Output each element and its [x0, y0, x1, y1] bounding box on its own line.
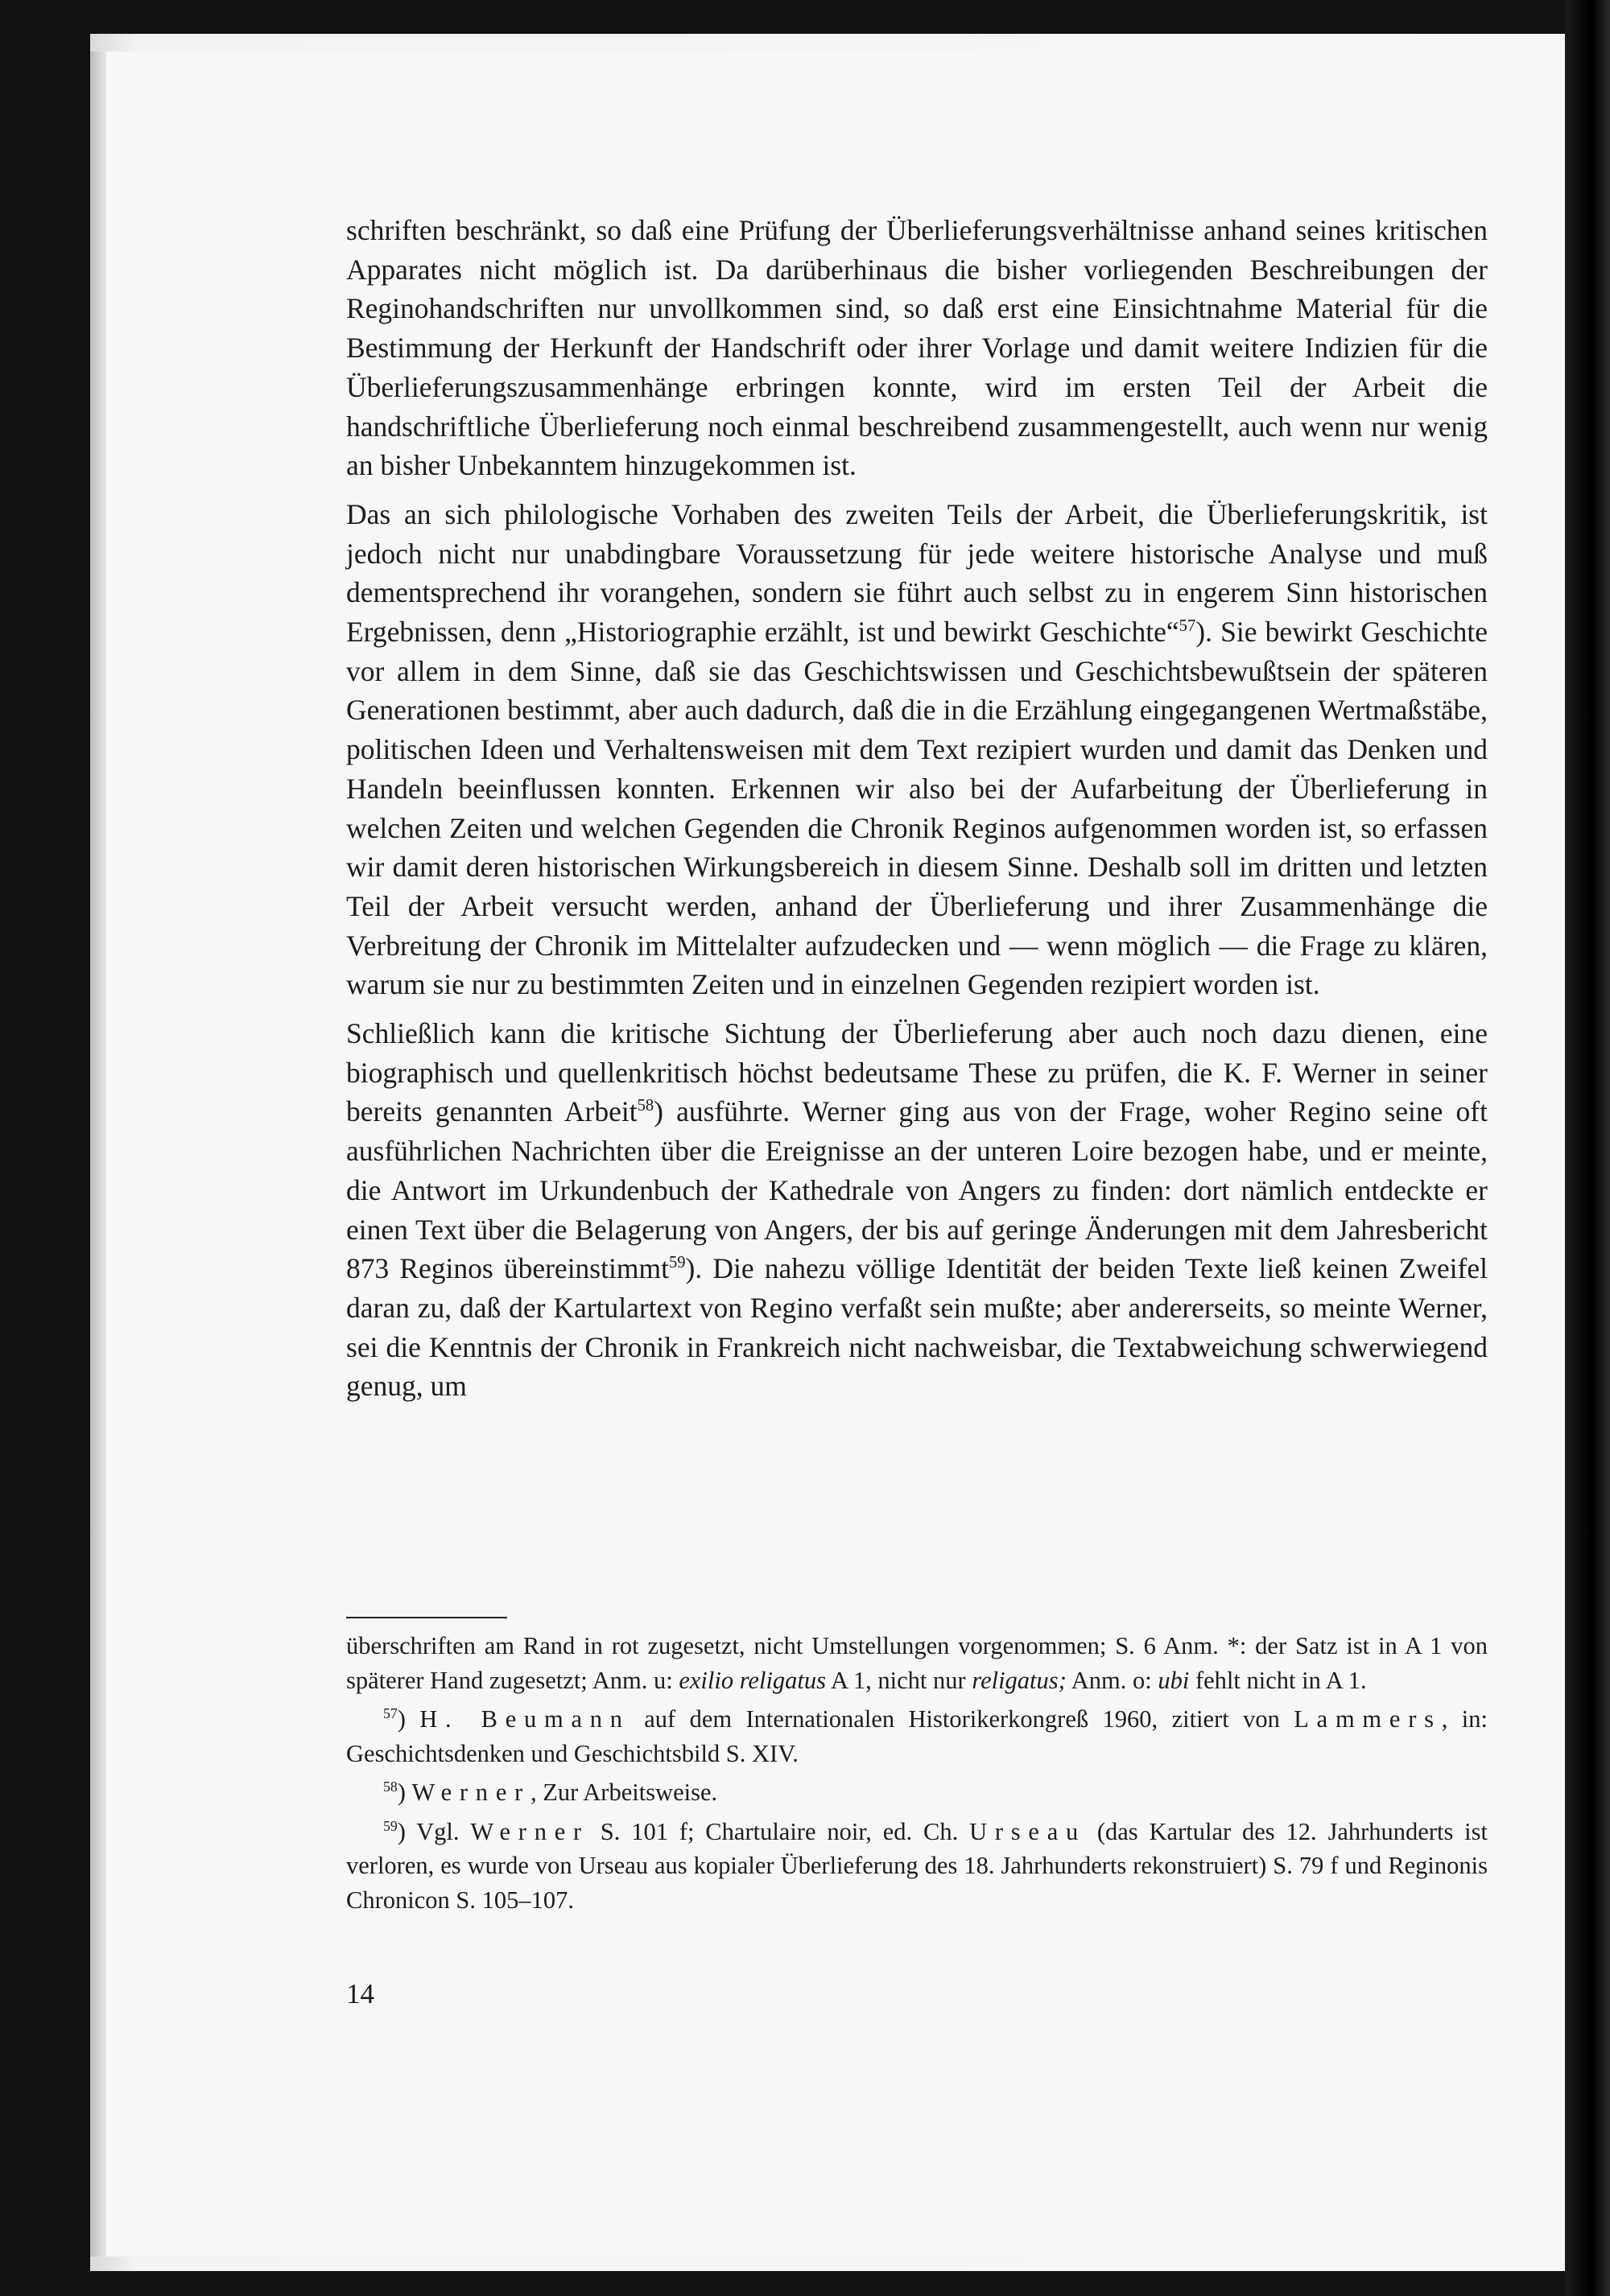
- paragraph-1: schriften beschränkt, so daß eine Prüfung der Überlieferungsverhältnisse anhand seines kritischen Apparates nicht möglich ist. Da darüberhinaus die bisher vorliegenden Beschreibungen der Reginohandschriften nur unvollkommen sind, so daß erst eine Einsichtnahme Material für die Bestimmung der Herkunft der Handschrift oder ihrer Vorlage und damit weitere Indizien für die Überlieferungszusammenhänge erbringen konnte, wird im ersten Teil der Arbeit die handschriftliche Überlieferung noch einmal beschreibend zusammengestellt, auch wenn nur wenig an bisher Unbekanntem hinzugekommen ist.: [346, 214, 1488, 482]
- footnote-cont-italic-1: exilio religatus: [679, 1666, 827, 1694]
- footnote-cont-italic-3: ubi: [1158, 1666, 1190, 1694]
- footnote-58: $^{58}$) Werner, Zur Arbeitsweise.: [383, 1778, 718, 1806]
- footnote-59-number: 59: [383, 1817, 398, 1834]
- footnote-cont-italic-2: religatus;: [972, 1666, 1067, 1694]
- footnote-57-author-2: Lammers: [1294, 1705, 1442, 1733]
- footnotes: [346, 1629, 1488, 1922]
- footnote-continued: [346, 1629, 1488, 1697]
- footnote-59: $^{59}$) Vgl. Werner S. 101 f; Chartulaire noir, ed. Ch. Urseau (das Kartular des 12. Jahrhunderts ist verloren, es wurde von Urseau aus kopialer Überlieferung des 18. Jahrhunderts rekonstruiert) S. 79 f und Reginonis Chronicon S. 105–107.: [346, 1817, 1488, 1914]
- footnote-ref-57: 57: [1179, 617, 1196, 636]
- footnote-59-author-2: Urseau: [969, 1817, 1087, 1845]
- paragraph-3-text-c: ). Die nahezu völlige Identität der beiden Texte ließ keinen Zweifel daran zu, daß der Kartulartext von Regino verfaßt sein mußte; aber andererseits, so meinte Werner, sei die Kenntnis der Chronik in Frankreich nicht nachweisbar, die Textabweichung schwerwiegend genug, um: [346, 1252, 1488, 1403]
- paragraph-3: [346, 1014, 1488, 1406]
- page-shadow: [90, 52, 106, 2257]
- footnote-cont-text-d: fehlt nicht in A 1.: [1189, 1666, 1367, 1694]
- paragraph-3-text-a: Schließlich kann die kritische Sichtung der Überlieferung aber auch noch dazu dienen, eine biographisch und quellenkritisch höchst bedeutsame These zu prüfen, die K. F. Werner in seiner bereits genannten Arbeit: [346, 1017, 1488, 1128]
- page-number: 14: [346, 1978, 374, 2010]
- main-text: [346, 211, 1488, 1406]
- paragraph-3-text-b: ) ausführte. Werner ging aus von der Frage, woher Regino seine oft ausführlichen Nachrichten über die Ereignisse an der unteren Loire bezogen habe, und er meinte, die Antwort im Urkundenbuch der Kathedrale von Angers zu finden: dort nämlich entdeckte er einen Text über die Belagerung von Angers, der bis auf geringe Änderungen mit dem Jahresbericht 873 Reginos übereinstimmt: [346, 1095, 1488, 1285]
- footnote-cont-text-a: überschriften am Rand in rot zugesetzt, nicht Umstellungen vorgenommen; S. 6 Anm. *: der Satz ist in A 1 von späterer Hand zugesetzt; Anm. u:: [346, 1632, 1488, 1694]
- footnote-59-author-1: Werner: [470, 1817, 589, 1845]
- footnote-ref-58: 58: [637, 1097, 654, 1115]
- right-gutter: [1565, 0, 1610, 2296]
- footnote-58-number: 58: [383, 1778, 398, 1795]
- footnote-57-number: 57: [383, 1704, 398, 1721]
- footnote-ref-59: 59: [668, 1254, 686, 1272]
- paragraph-2-text-a: Das an sich philologische Vorhaben des zweiten Teils der Arbeit, die Überlieferungskritik, ist jedoch nicht nur unabdingbare Voraussetzung für jede weitere historische Analyse und muß dementsprechend ihr vorangehen, sondern sie führt auch selbst zu in engerem Sinn historischen Ergebnissen, denn „Historiographie erzählt, ist und bewirkt Geschichte“: [346, 497, 1488, 649]
- footnote-57-text-b: , in: Geschichtsdenken und Geschichtsbild S. XIV.: [346, 1705, 1488, 1767]
- footnote-57: $^{57}$) H. Beumann auf dem Internationalen Historikerkongreß 1960, zitiert von Lammers, in: Geschichtsdenken und Geschichtsbild S. XIV.: [346, 1704, 1488, 1767]
- footnote-59-text-a: Vgl.: [416, 1817, 471, 1845]
- footnote-58-author: Werner: [411, 1779, 531, 1806]
- footnote-cont-text-b: A 1, nicht nur: [826, 1666, 972, 1694]
- paragraph-2-text-b: ). Sie bewirkt Geschichte vor allem in dem Sinne, daß sie das Geschichtswissen und Geschichtsbewußtsein der späteren Generationen bestimmt, aber auch dadurch, daß die in die Erzählung eingegangenen Wertmaßstäbe, politischen Ideen und Verhaltensweisen mit dem Text rezipiert wurden und damit das Denken und Handeln beeinflussen konnten. Erkennen wir also bei der Aufarbeitung der Überlieferung in welchen Zeiten und welchen Gegenden die Chronik Reginos aufgenommen worden ist, so erfassen wir damit deren historischen Wirkungsbereich in diesem Sinne. Deshalb soll im dritten und letzten Teil der Arbeit versucht werden, anhand der Überlieferung und ihrer Zusammenhänge die Verbreitung der Chronik im Mittelalter aufzudecken und — wenn möglich — die Frage zu klären, warum sie nur zu bestimmten Zeiten und in einzelnen Gegenden rezipiert worden ist.: [346, 616, 1488, 1001]
- footnote-59-text-c: (das Kartular des 12. Jahrhunderts ist verloren, es wurde von Urseau aus kopialer Überlieferung des 18. Jahrhunderts rekonstruiert) S. 79 f und Reginonis Chronicon S. 105–107.: [346, 1817, 1488, 1914]
- footnote-58-text: , Zur Arbeitsweise.: [530, 1779, 718, 1806]
- footnote-59-text-b: S. 101 f; Chartulaire noir, ed. Ch.: [588, 1817, 970, 1845]
- footnote-57-text-a: auf dem Internationalen Historikerkongreß 1960, zitiert von: [630, 1705, 1294, 1733]
- footnote-separator: [346, 1617, 507, 1618]
- footnote-cont-text-c: Anm. o:: [1066, 1666, 1158, 1694]
- footnote-57-author-1: H. Beumann: [419, 1705, 630, 1733]
- paragraph-2: [346, 495, 1488, 1004]
